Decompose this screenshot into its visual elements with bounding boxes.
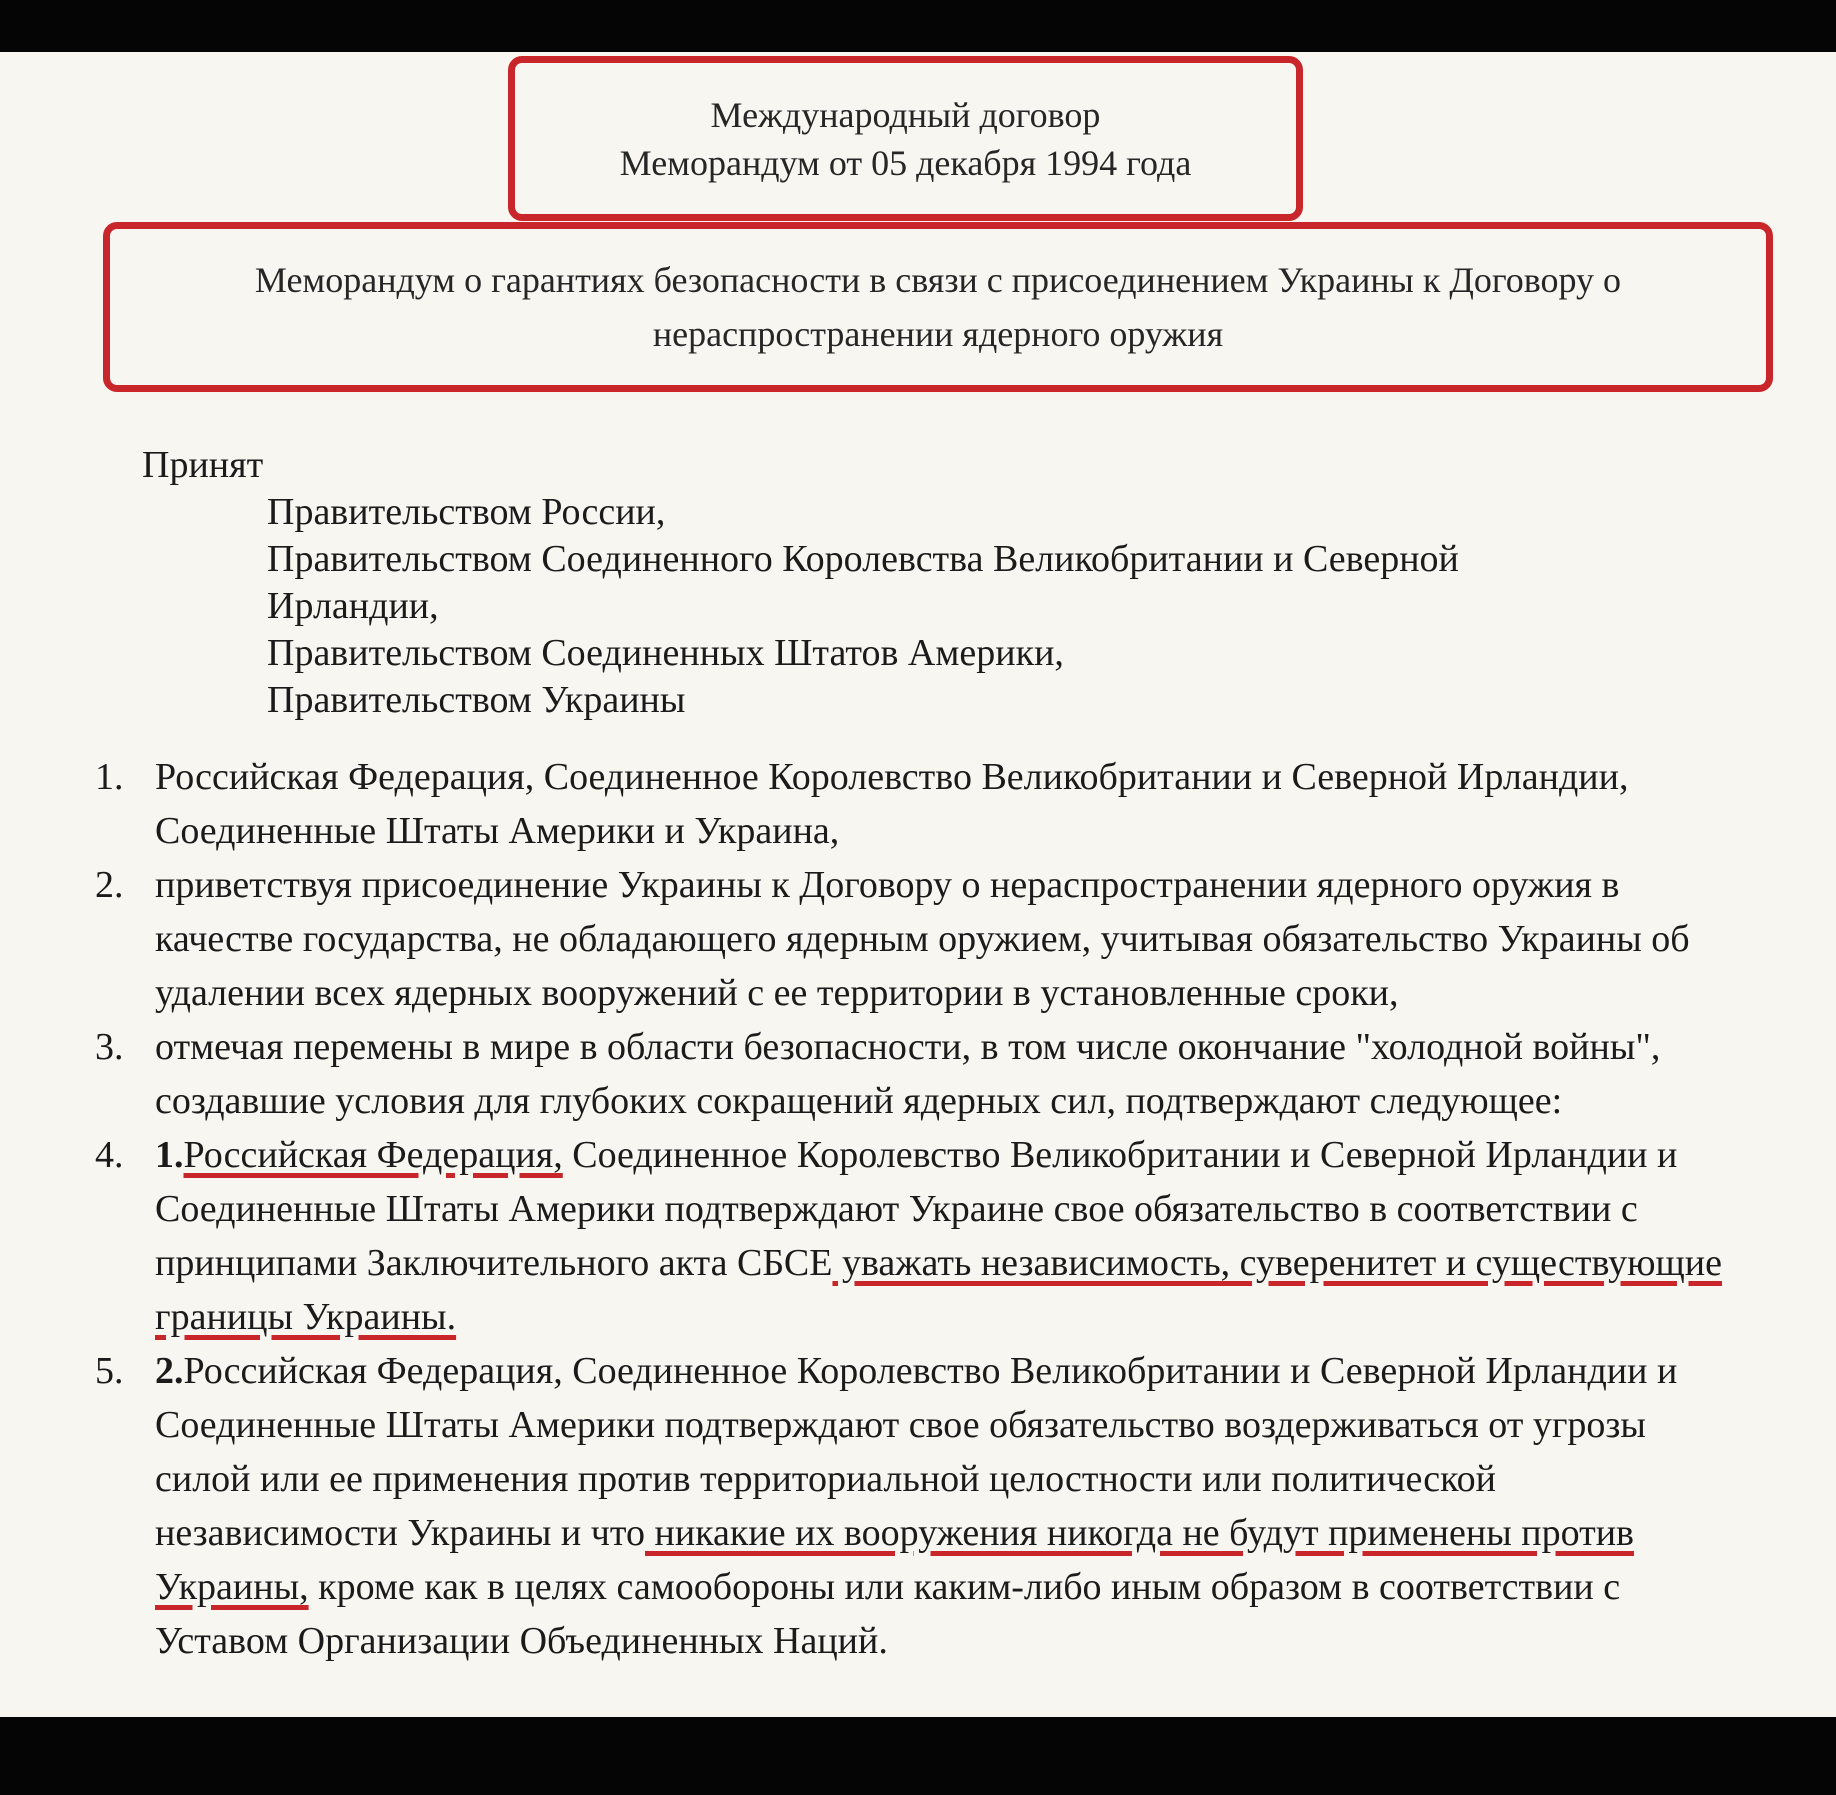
clause-number: 3. bbox=[95, 1026, 124, 1068]
party-uk: Правительством Соединенного Королевства Великобритании и Северной bbox=[267, 538, 1459, 580]
clause-5 bbox=[95, 1344, 1735, 1668]
title-line-1: Меморандум о гарантиях безопасности в связи с присоединением Украины к Договору о bbox=[254, 260, 1622, 300]
party-uk-cont: Ирландии, bbox=[267, 585, 439, 627]
underlined-phrase: уважать независимость, суверенитет и существующие границы Украины. bbox=[155, 1242, 1722, 1338]
clause-4 bbox=[95, 1128, 1735, 1344]
header-line-1: Международный договор bbox=[710, 94, 1101, 135]
party-usa: Правительством Соединенных Штатов Америки, bbox=[267, 632, 1064, 674]
clause-text: отмечая перемены в мире в области безопасности, в том числе окончание "холодной войны", создавшие условия для глубоких сокращений ядерных сил, подтверждают следующее: bbox=[155, 1026, 1661, 1122]
clause-subnumber: 1. bbox=[155, 1134, 184, 1176]
underlined-phrase: никакие их вооружения никогда не будут применены против Украины, bbox=[155, 1512, 1634, 1608]
clauses-list bbox=[95, 750, 1735, 1668]
document-page bbox=[0, 52, 1836, 1717]
clause-number: 5. bbox=[95, 1350, 124, 1392]
title-line-2: нераспространении ядерного оружия bbox=[652, 314, 1224, 354]
clause-number: 4. bbox=[95, 1134, 124, 1176]
underlined-phrase: Российская Федерация, bbox=[183, 1134, 563, 1176]
clause-number: 2. bbox=[95, 864, 124, 906]
clause-text: кроме как в целях самообороны или каким-либо иным образом в соответствии с Уставом Организации Объединенных Наций. bbox=[155, 1566, 1621, 1662]
clause-number: 1. bbox=[95, 756, 124, 798]
bottom-frame bbox=[0, 1717, 1836, 1795]
clause-subnumber: 2. bbox=[155, 1350, 184, 1392]
adopted-label: Принят bbox=[142, 444, 264, 486]
clause-text: Российская Федерация, Соединенное Королевство Великобритании и Северной Ирландии, Соединенные Штаты Америки и Украина, bbox=[155, 756, 1629, 852]
clause-text: Соединенное Королевство Великобритании и Северной Ирландии и Соединенные Штаты Америки подтверждают Украине свое обязательство в соответствии с принципами Заключительного акта СБСЕ bbox=[155, 1134, 1678, 1284]
party-russia: Правительством России, bbox=[267, 491, 666, 533]
header-line-2: Меморандум от 05 декабря 1994 года bbox=[619, 142, 1192, 183]
party-ukraine: Правительством Украины bbox=[267, 679, 686, 721]
clause-3 bbox=[95, 1020, 1735, 1128]
clause-1 bbox=[95, 750, 1735, 858]
title-box bbox=[103, 222, 1773, 392]
clause-2 bbox=[95, 858, 1735, 1020]
clause-text: Российская Федерация, Соединенное Королевство Великобритании и Северной Ирландии и Соединенные Штаты Америки подтверждают свое обязательство воздерживаться от угрозы силой или ее применения против территориальной целостности или политической независимости Украины и что bbox=[155, 1350, 1678, 1554]
adopted-block bbox=[142, 442, 1459, 724]
header-box bbox=[508, 56, 1303, 221]
clause-text: приветствуя присоединение Украины к Договору о нераспространении ядерного оружия в качестве государства, не обладающего ядерным оружием, учитывая обязательство Украины об удалении всех ядерных вооружений с ее территории в установленные сроки, bbox=[155, 864, 1690, 1014]
